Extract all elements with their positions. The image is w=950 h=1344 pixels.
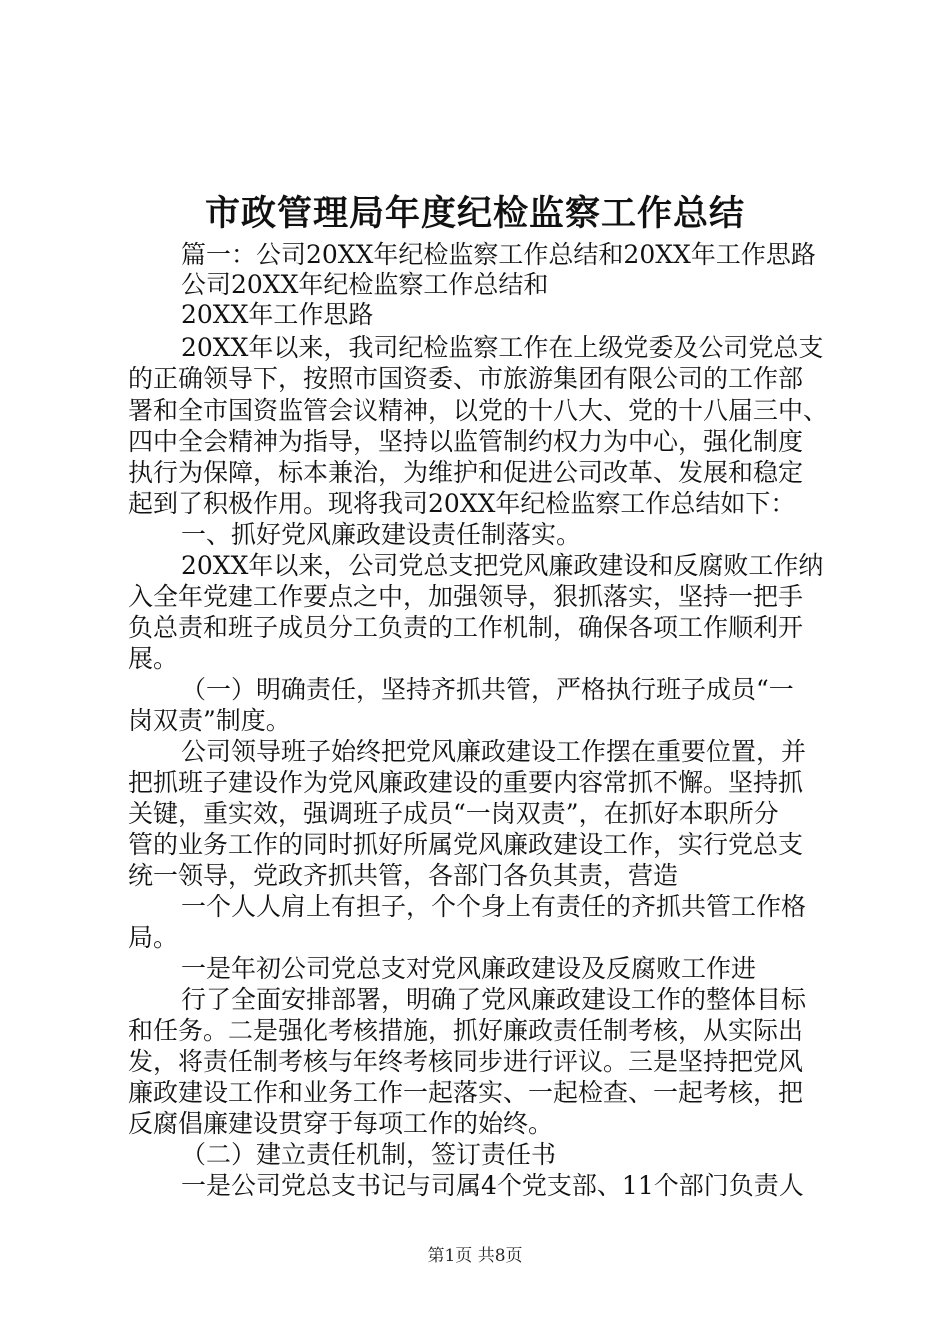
text-line: 负总责和班子成员分工负责的工作机制，确保各项工作顺利开 <box>128 613 804 642</box>
text-line: 执行为保障，标本兼治，为维护和促进公司改革、发展和稳定 <box>128 458 804 487</box>
text-line: 和任务。二是强化考核措施，抓好廉政责任制考核，从实际出 <box>128 1016 804 1045</box>
text-line: 反腐倡廉建设贯穿于每项工作的始终。 <box>128 1109 554 1138</box>
text-line: 署和全市国资监管会议精神，以党的十八大、党的十八届三中、 <box>128 396 829 425</box>
text-line: 岗双责”制度。 <box>128 706 291 735</box>
text-line: 一是年初公司党总支对党风廉政建设及反腐败工作进 <box>181 954 757 983</box>
text-line: 统一领导，党政齐抓共管，各部门各负其责，营造 <box>128 861 679 890</box>
page-footer: 第1页 共8页 <box>427 1246 523 1266</box>
text-line: 一个人人肩上有担子，个个身上有责任的齐抓共管工作格 <box>181 892 807 921</box>
text-line: 20XX年以来，公司党总支把党风廉政建设和反腐败工作纳 <box>181 551 824 580</box>
text-line: 入全年党建工作要点之中，加强领导，狠抓落实，坚持一把手 <box>128 582 804 611</box>
section-heading: 一、抓好党风廉政建设责任制落实。 <box>181 520 582 549</box>
text-line: 发，将责任制考核与年终考核同步进行评议。三是坚持把党风 <box>128 1047 804 1076</box>
text-line: 起到了积极作用。现将我司20XX年纪检监察工作总结如下： <box>128 489 796 518</box>
subsection-heading: （二）建立责任机制，签订责任书 <box>181 1140 557 1169</box>
text-line: 廉政建设工作和业务工作一起落实、一起检查、一起考核，把 <box>128 1078 804 1107</box>
text-line: 行了全面安排部署，明确了党风廉政建设工作的整体目标 <box>181 985 807 1014</box>
text-line: 一是公司党总支书记与司属4个党支部、11个部门负责人 <box>181 1171 804 1200</box>
text-line: 公司领导班子始终把党风廉政建设工作摆在重要位置，并 <box>181 737 807 766</box>
text-line: 20XX年以来，我司纪检监察工作在上级党委及公司党总支 <box>181 333 824 362</box>
text-line: 局。 <box>128 923 179 952</box>
text-line: 篇一：公司20XX年纪检监察工作总结和20XX年工作思路 <box>181 240 816 269</box>
subsection-heading: （一）明确责任，坚持齐抓共管，严格执行班子成员“一 <box>181 675 794 704</box>
text-line: 四中全会精神为指导，坚持以监管制约权力为中心，强化制度 <box>128 427 804 456</box>
text-line: 把抓班子建设作为党风廉政建设的重要内容常抓不懈。坚持抓 <box>128 768 804 797</box>
text-line: 展。 <box>128 644 179 673</box>
text-line: 关键，重实效，强调班子成员“一岗双责”，在抓好本职所分 <box>128 799 779 828</box>
document-title: 市政管理局年度纪检监察工作总结 <box>204 193 745 234</box>
text-line: 公司20XX年纪检监察工作总结和 <box>181 270 549 299</box>
text-line: 的正确领导下，按照市国资委、市旅游集团有限公司的工作部 <box>128 364 804 393</box>
text-line: 20XX年工作思路 <box>181 300 374 329</box>
text-line: 管的业务工作的同时抓好所属党风廉政建设工作，实行党总支 <box>128 830 804 859</box>
